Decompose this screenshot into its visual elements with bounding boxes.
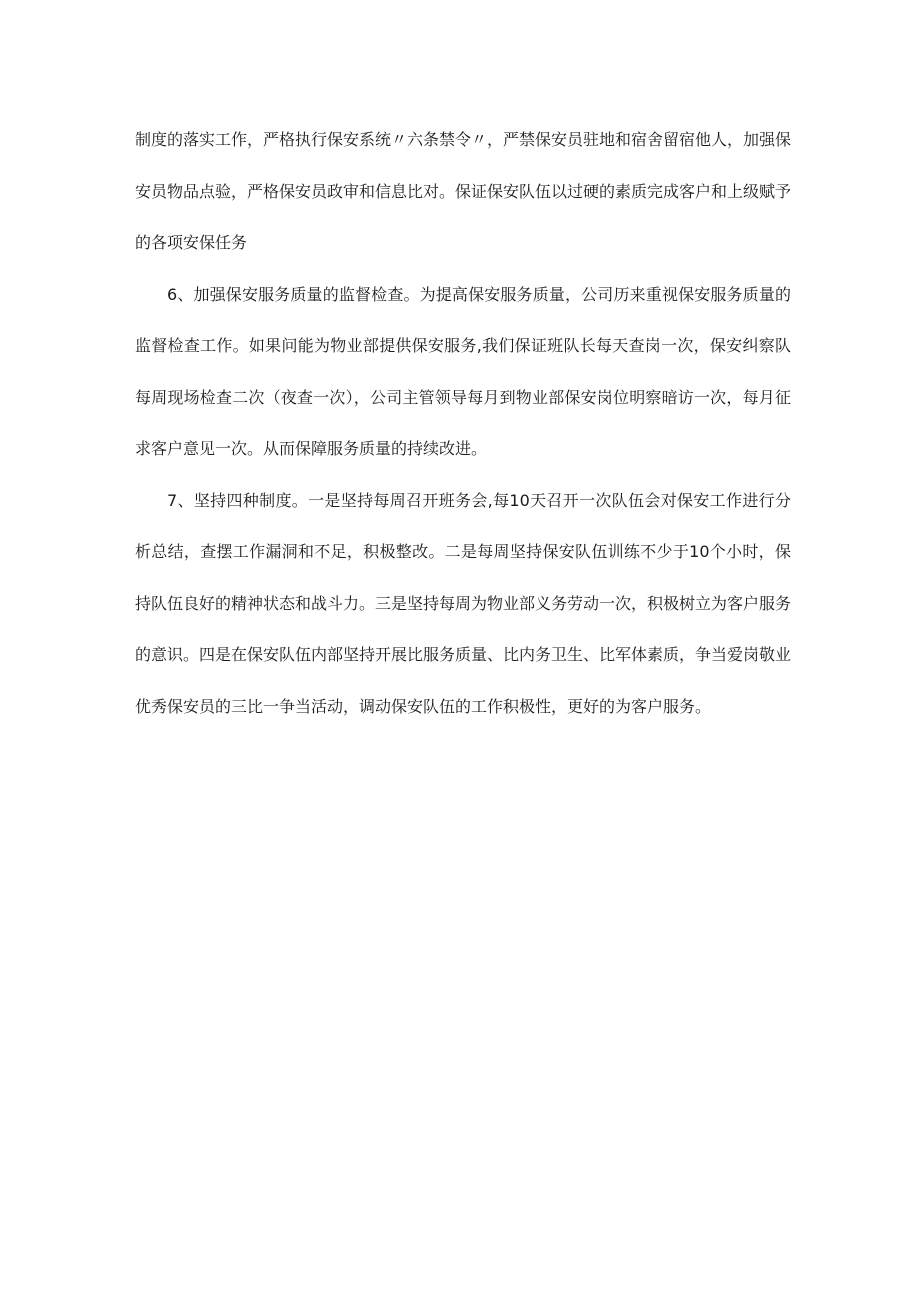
document-body	[135, 114, 791, 732]
paragraph-item-6: 6、加强保安服务质量的监督检查。为提高保安服务质量，公司历来重视保安服务质量的监督检查工作。如果问能为物业部提供保安服务,我们保证班队长每天查岗一次，保安纠察队每周现场检查二次（夜查一次），公司主管领导每月到物业部保安岗位明察暗访一次，每月征求客户意见一次。从而保障服务质量的持续改进。	[135, 284, 791, 458]
paragraph-continuation: 制度的落实工作，严格执行保安系统〃六条禁令〃，严禁保安员驻地和宿舍留宿他人，加强保安员物品点验，严格保安员政审和信息比对。保证保安队伍以过硬的素质完成客户和上级赋予的各项安保任务	[135, 130, 792, 252]
paragraph-item-7: 7、坚持四种制度。一是坚持每周召开班务会,每10天召开一次队伍会对保安工作进行分析总结，查摆工作漏洞和不足，积极整改。二是每周坚持保安队伍训练不少于10个小时，保持队伍良好的精神状态和战斗力。三是坚持每周为物业部义务劳动一次，积极树立为客户服务的意识。四是在保安队伍内部坚持开展比服务质量、比内务卫生、比军体素质，争当爱岗敬业优秀保安员的三比一争当活动，调动保安队伍的工作积极性，更好的为客户服务。	[135, 490, 792, 716]
